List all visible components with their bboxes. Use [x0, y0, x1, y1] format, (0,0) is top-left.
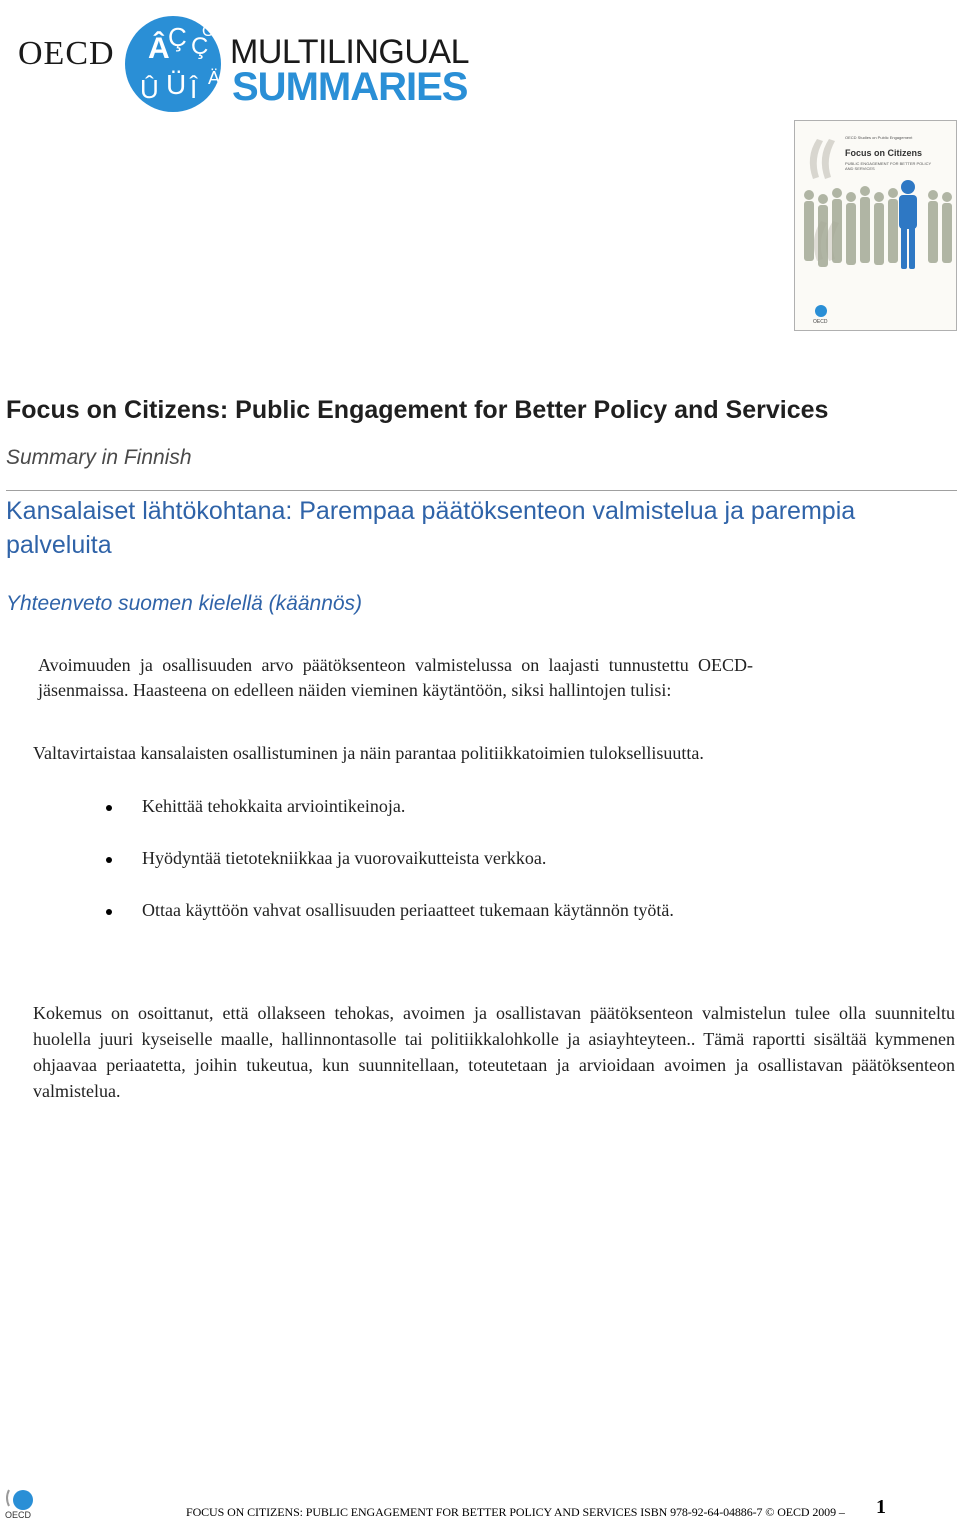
logo-glyph-8: Ö — [202, 23, 215, 40]
logo-multilingual-text: MULTILINGUAL — [230, 33, 469, 71]
subtitle-english: Summary in Finnish — [6, 446, 192, 469]
bullet-icon — [106, 909, 112, 915]
bullet-icon — [106, 857, 112, 863]
logo-summaries-text: SUMMARIES — [232, 65, 468, 109]
logo-glyph-4: Û — [140, 74, 159, 104]
logo-glyph-6: Î — [190, 74, 198, 104]
cover-logo-text: OECD — [813, 319, 828, 325]
logo-glyph-7: Ä — [208, 68, 221, 88]
title-finnish: Kansalaiset lähtökohtana: Parempaa päätöksenteon valmistelua ja parempia palveluita — [6, 497, 856, 559]
book-cover-thumbnail — [794, 120, 957, 331]
bullet-item-2: Hyödyntää tietotekniikkaa ja vuorovaikutteista verkkoa. — [142, 848, 547, 868]
logo-oecd-text: OECD — [18, 35, 115, 72]
logo-glyph-3: Ç — [191, 33, 209, 60]
lead-sentence: Valtavirtaistaa kansalaisten osallistuminen ja näin parantaa politiikkatoimien tuloksellisuutta. — [33, 743, 704, 763]
intro-paragraph: Avoimuuden ja osallisuuden arvo päätöksenteon valmistelussa on laajasti tunnustettu OECD-jäsenmaissa. Haasteena on edelleen näiden vieminen käytäntöön, siksi hallintojen tulisi: — [38, 655, 753, 700]
logo-glyph-2: Ç — [168, 22, 187, 52]
title-english: Focus on Citizens: Public Engagement for Better Policy and Services — [6, 396, 829, 424]
footer-logo-text: OECD — [5, 1510, 32, 1520]
bullet-item-1: Kehittää tehokkaita arviointikeinoja. — [142, 796, 406, 816]
footer-citation: FOCUS ON CITIZENS: PUBLIC ENGAGEMENT FOR BETTER POLICY AND SERVICES ISBN 978-92-64-04886-7 © OECD 2009 – — [186, 1505, 845, 1519]
closing-paragraph: Kokemus on osoittanut, että ollakseen tehokas, avoimen ja osallistavan päätöksenteon valmistelun tulee olla suunniteltu huolella juuri kyseiselle maalle, hallinnontasolle tai politiikkalohkolle ja asiayhteyteen.. Tämä raportti sisältää kymmenen ohjaavaa periaatetta, joihin tukeutua, kun suunnitellaan, toteutetaan ja arvioidaan avoimen ja osallistavan päätöksenteon valmistelua. — [33, 1003, 955, 1101]
logo-glyph-5: Ü — [166, 69, 187, 100]
bullet-item-3: Ottaa käyttöön vahvat osallisuuden periaatteet tukemaan käytännön työtä. — [142, 900, 674, 920]
page-number: 1 — [876, 1496, 886, 1518]
bullet-icon — [106, 805, 112, 811]
cover-series: OECD Studies on Public Engagement — [845, 135, 913, 140]
cover-title: Focus on Citizens — [845, 148, 923, 158]
logo-glyph-1: Â — [148, 32, 170, 65]
subtitle-finnish: Yhteenveto suomen kielellä (käännös) — [6, 592, 363, 615]
footer-oecd-logo — [3, 1486, 37, 1520]
oecd-multilingual-summaries-logo — [8, 6, 488, 118]
title-divider — [6, 490, 957, 491]
cover-subtitle: PUBLIC ENGAGEMENT FOR BETTER POLICY AND SERVICES — [845, 161, 932, 171]
